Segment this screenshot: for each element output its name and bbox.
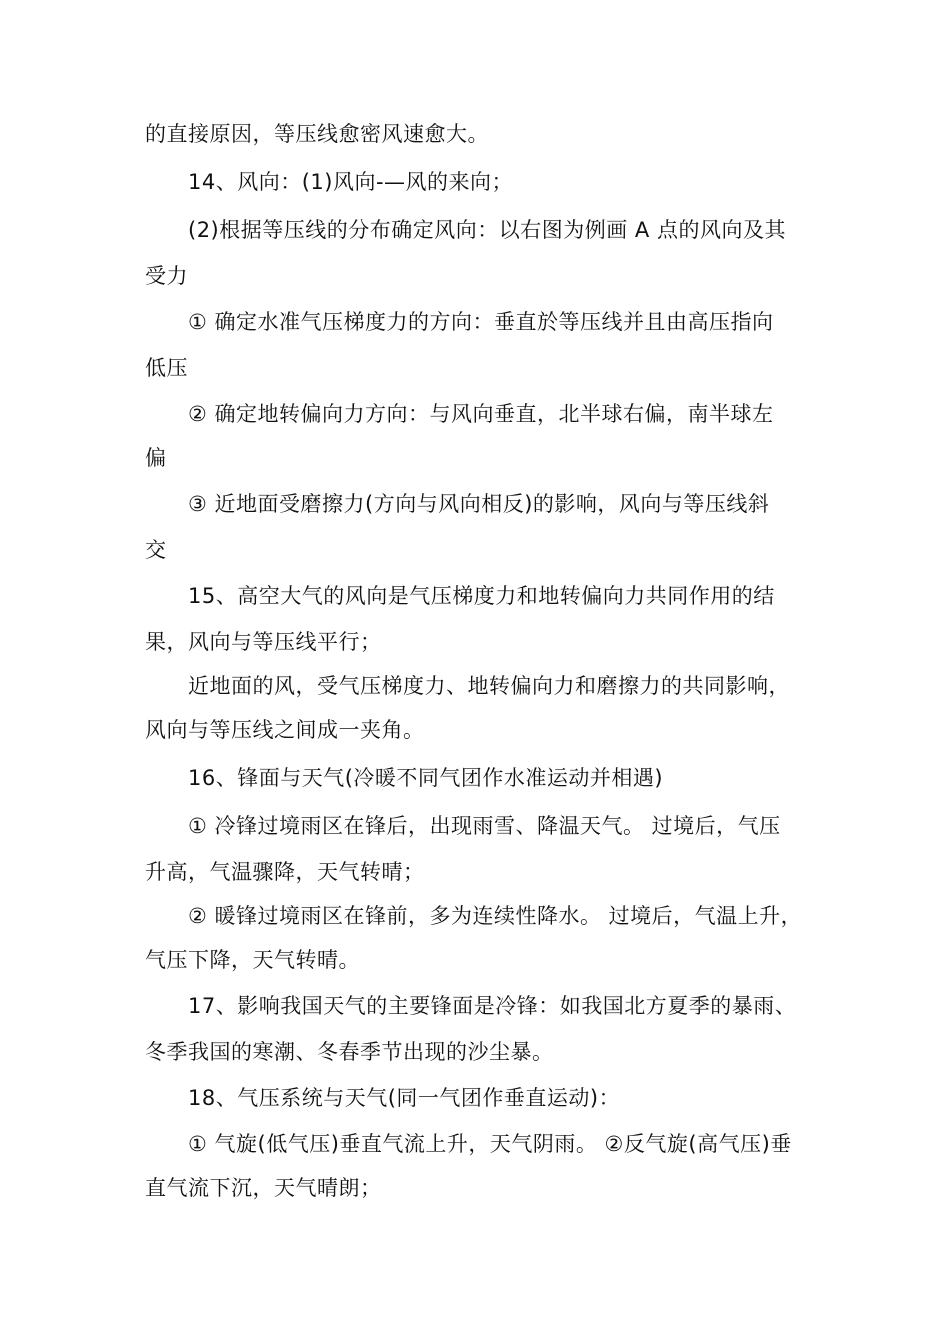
text-line: 受力 xyxy=(145,264,188,288)
item-15-heading: 15、高空大气的风向是气压梯度力和地转偏向力共同作用的结 xyxy=(188,584,775,608)
text-line: 果，风向与等压线平行； xyxy=(145,630,382,654)
text-line: ② 确定地转偏向力方向：与风向垂直，北半球右偏，南半球左 xyxy=(188,402,774,426)
text-line: ③ 近地面受磨擦力(方向与风向相反)的影响，风向与等压线斜 xyxy=(188,492,770,516)
text-line: 的直接原因，等压线愈密风速愈大。 xyxy=(145,122,489,146)
item-18-heading: 18、气压系统与天气(同一气团作垂直运动)： xyxy=(188,1086,621,1110)
text-line: 低压 xyxy=(145,356,188,380)
text-line: 交 xyxy=(145,538,167,562)
text-line: 近地面的风，受气压梯度力、地转偏向力和磨擦力的共同影响， xyxy=(188,674,790,698)
text-line: 气压下降，天气转晴。 xyxy=(145,948,360,972)
text-line: 升高，气温骤降，天气转晴； xyxy=(145,860,425,884)
text-line: ① 气旋(低气压)垂直气流上升，天气阴雨。 ②反气旋(高气压)垂 xyxy=(188,1132,792,1156)
text-line: ② 暖锋过境雨区在锋前，多为连续性降水。 过境后，气温上升， xyxy=(188,904,803,928)
text-line: 直气流下沉，天气晴朗； xyxy=(145,1176,382,1200)
text-line: (2)根据等压线的分布确定风向：以右图为例画 A 点的风向及其 xyxy=(188,218,786,242)
item-14-heading: 14、风向：(1)风向-—风的来向； xyxy=(188,170,514,194)
text-line: 冬季我国的寒潮、冬春季节出现的沙尘暴。 xyxy=(145,1040,554,1064)
item-17-heading: 17、影响我国天气的主要锋面是冷锋：如我国北方夏季的暴雨、 xyxy=(188,994,797,1018)
text-line: ① 冷锋过境雨区在锋后，出现雨雪、降温天气。 过境后，气压 xyxy=(188,814,781,838)
item-16-heading: 16、锋面与天气(冷暖不同气团作水准运动并相遇) xyxy=(188,766,664,790)
text-line: 风向与等压线之间成一夹角。 xyxy=(145,718,425,742)
text-line: ① 确定水准气压梯度力的方向：垂直於等压线并且由高压指向 xyxy=(188,310,774,334)
text-line: 偏 xyxy=(145,446,167,470)
